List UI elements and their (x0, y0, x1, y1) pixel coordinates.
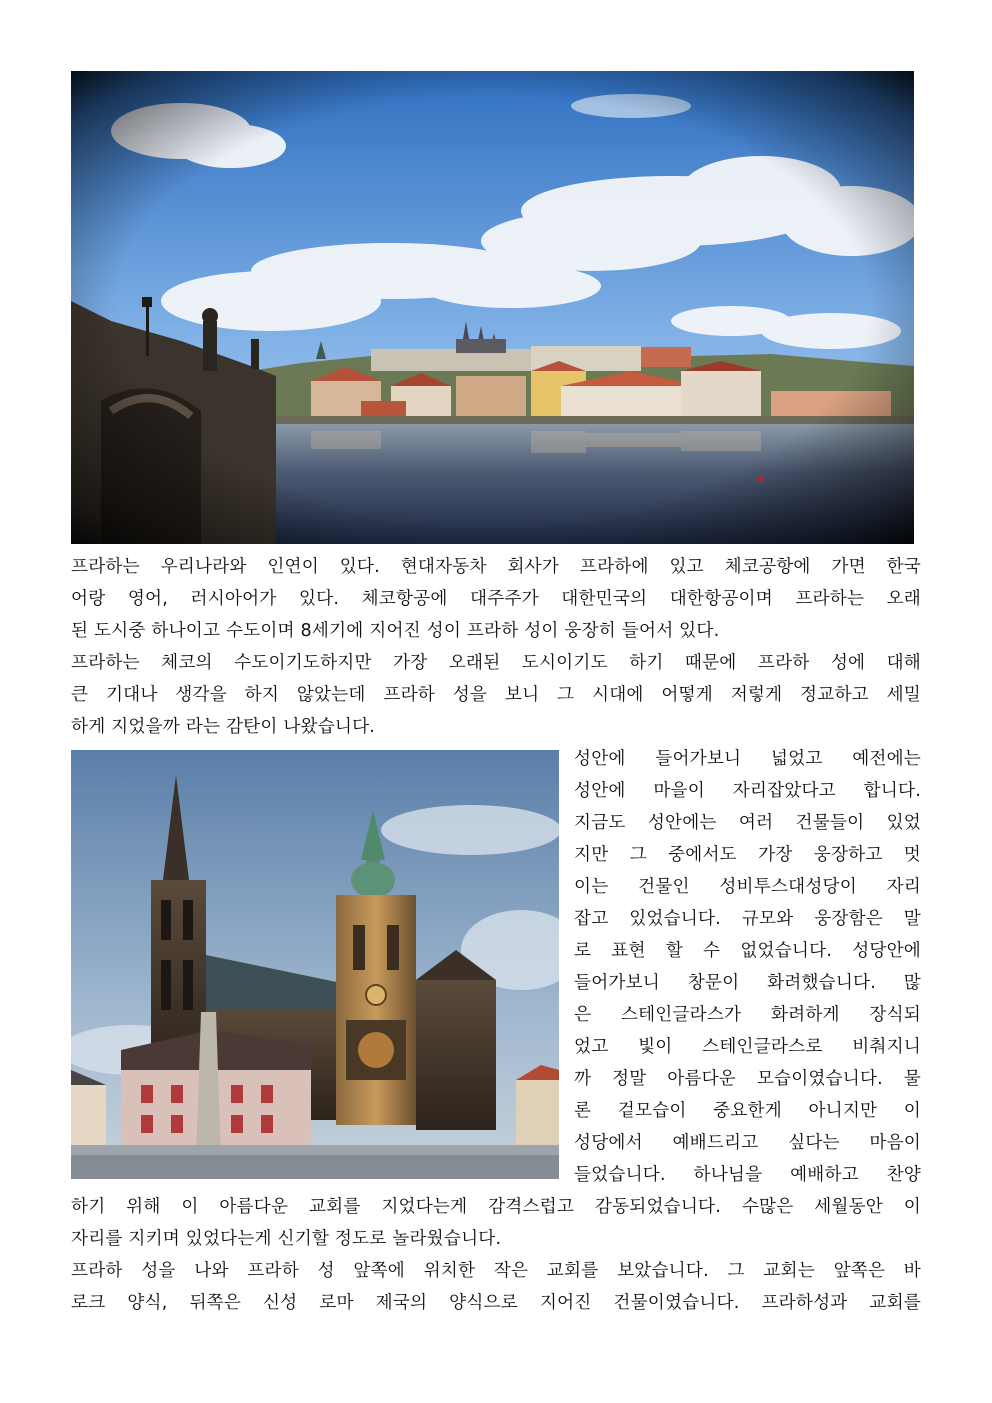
text-line: 하게 지었을까 라는 감탄이 나왔습니다. (71, 717, 376, 737)
text-line: 하기 위해 이 아름다운 교회를 지었다는게 감격스럽고 감동되었습니다. 수많은 세월동안 이 (71, 1197, 921, 1217)
paragraph-korea-connection (71, 551, 921, 647)
text-line: 어랑 영어, 러시아어가 있다. 체코항공에 대주주가 대한민국의 대한항공이며 프라하는 오래 (71, 589, 921, 609)
paragraph-cathedral-wrapped (574, 743, 921, 1191)
text-line: 들었습니다. 하나님을 예배하고 찬양 (574, 1165, 921, 1185)
text-line: 까 정말 아름다운 모습이였습니다. 물 (574, 1069, 921, 1089)
text-line: 지만 그 중에서도 가장 웅장하고 멋 (574, 845, 921, 865)
st-vitus-cathedral-photo (71, 750, 559, 1179)
text-line: 잡고 있었습니다. 규모와 웅장함은 말 (574, 909, 921, 929)
text-line: 프라하 성을 나와 프라하 성 앞쪽에 위치한 작은 교회를 보았습니다. 그 교회는 앞쪽은 바 (71, 1261, 921, 1281)
text-line: 큰 기대나 생각을 하지 않았는데 프라하 성을 보니 그 시대에 어떻게 저렇게 정교하고 세밀 (71, 685, 921, 705)
text-line: 프라하는 체코의 수도이기도하지만 가장 오래된 도시이기도 하기 때문에 프라하 성에 대해 (71, 653, 921, 673)
text-line: 은 스테인글라스가 화려하게 장식되 (574, 1005, 921, 1025)
paragraph-cathedral-continued (71, 1191, 921, 1255)
text-line: 지금도 성안에는 여러 건물들이 있었 (574, 813, 921, 833)
text-line: 들어가보니 창문이 화려했습니다. 많 (574, 973, 921, 993)
text-line: 로 표현 할 수 없었습니다. 성당안에 (574, 941, 921, 961)
paragraph-small-church (71, 1255, 921, 1319)
text-line: 성안에 들어가보니 넓었고 예전에는 (574, 749, 921, 769)
text-line: 었고 빛이 스테인글라스로 비춰지니 (574, 1037, 921, 1057)
text-line: 로크 양식, 뒤쪽은 신성 로마 제국의 양식으로 지어진 건물이였습니다. 프라하성과 교회를 (71, 1293, 921, 1313)
text-line: 프라하는 우리나라와 인연이 있다. 현대자동차 회사가 프라하에 있고 체코공항에 가면 한국 (71, 557, 921, 577)
prague-panorama-photo (71, 71, 914, 544)
text-line: 된 도시중 하나이고 수도이며 8세기에 지어진 성이 프라하 성이 웅장히 들어서 있다. (71, 621, 720, 641)
text-line: 이는 건물인 성비투스대성당이 자리 (574, 877, 921, 897)
text-line: 론 겉모습이 중요한게 아니지만 이 (574, 1101, 921, 1121)
paragraph-prague-castle-impression (71, 647, 921, 743)
text-line: 성당에서 예배드리고 싶다는 마음이 (574, 1133, 921, 1153)
text-line: 자리를 지키며 있었다는게 신기할 정도로 놀라웠습니다. (71, 1229, 502, 1249)
text-line: 성안에 마을이 자리잡았다고 합니다. (574, 781, 921, 801)
